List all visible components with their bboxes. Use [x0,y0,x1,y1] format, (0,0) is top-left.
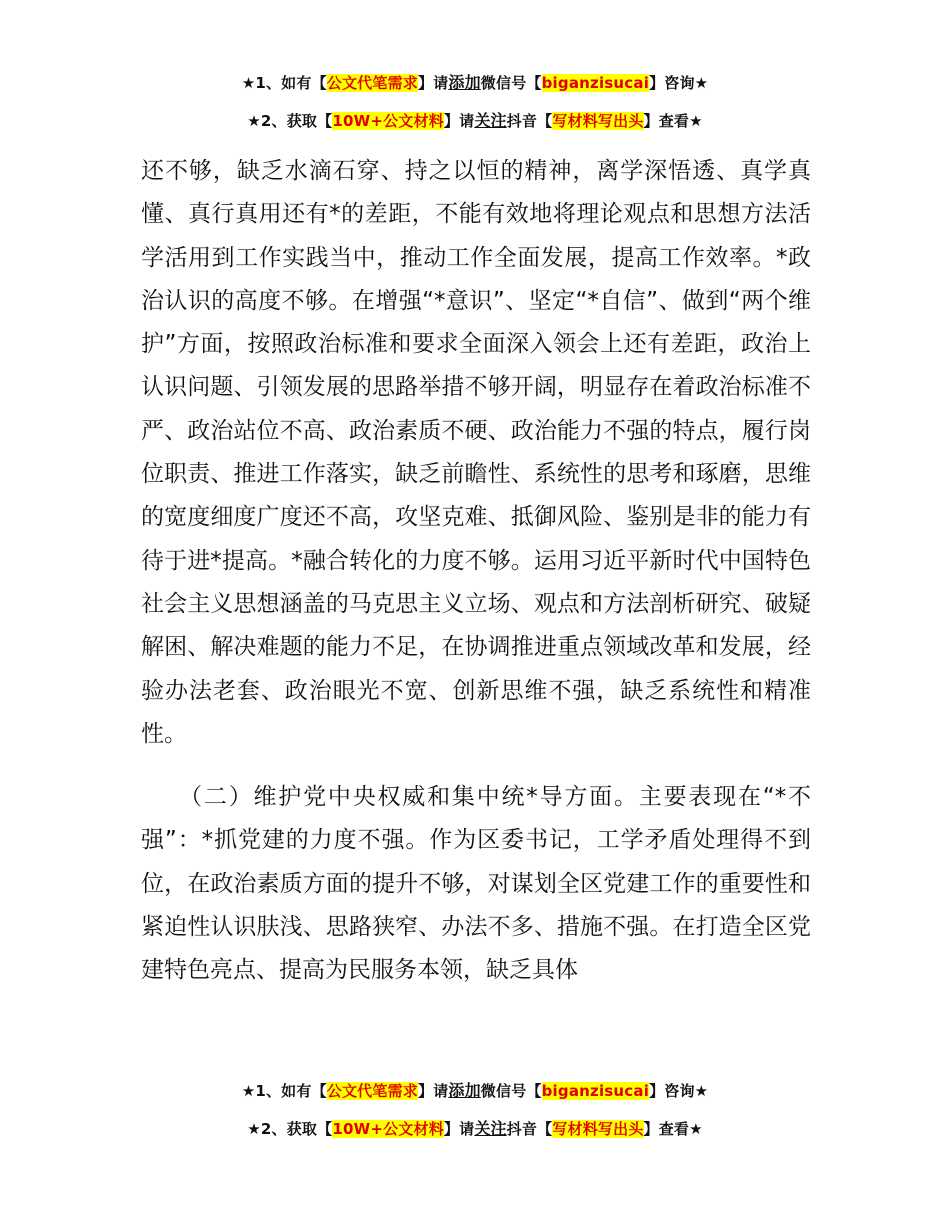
footer-promo-line-1 [0,1078,950,1101]
promo-highlight-douyin: 写材料写出头 [552,1120,644,1138]
header-promo-line-2 [0,108,950,131]
body-paragraph: （二）维护党中央权威和集中统*导方面。主要表现在“*不强”：*抓党建的力度不强。作为区委书记，工学矛盾处理得不到位，在政治素质方面的提升不够，对谋划全区党建工作的重要性和紧迫性认识肤浅、思路狭窄、办法不多、措施不强。在打造全区党建特色亮点、提高为民服务本领，缺乏具体 [141,784,811,984]
promo-text: 微信号【 [480,74,542,92]
promo-suffix: 】查看★ [643,1120,703,1138]
promo-underlined: 关注 [474,111,507,130]
promo-text: 抖音【 [506,1120,553,1138]
promo-prefix: ★2、获取【 [247,112,333,130]
promo-underlined: 添加 [448,73,481,92]
header-promo-line-1 [0,70,950,93]
promo-text: 】请 [443,112,475,130]
promo-underlined: 关注 [474,1119,507,1138]
promo-text: 】请 [443,1120,475,1138]
promo-text: 抖音【 [506,112,553,130]
promo-highlight-service: 公文代笔需求 [326,1082,418,1100]
promo-suffix: 】查看★ [643,112,703,130]
footer-promo-line-2 [0,1116,950,1139]
promo-highlight-douyin: 写材料写出头 [552,112,644,130]
promo-suffix: 】咨询★ [649,1082,709,1100]
promo-suffix: 】咨询★ [649,74,709,92]
promo-highlight-service: 公文代笔需求 [326,74,418,92]
promo-prefix: ★1、如有【 [241,1082,327,1100]
document-body [141,150,811,993]
promo-highlight-wechat-id: biganzisucai [541,1082,650,1100]
promo-prefix: ★2、获取【 [247,1120,333,1138]
promo-highlight-materials: 10W+公文材料 [332,112,444,130]
promo-prefix: ★1、如有【 [241,74,327,92]
body-paragraph: 还不够，缺乏水滴石穿、持之以恒的精神，离学深悟透、真学真懂、真行真用还有*的差距，不能有效地将理论观点和思想方法活学活用到工作实践当中，推动工作全面发展，提高工作效率。*政治认识的高度不够。在增强“*意识”、坚定“*自信”、做到“两个维护”方面，按照政治标准和要求全面深入领会上还有差距，政治上认识问题、引领发展的思路举措不够开阔，明显存在着政治标准不严、政治站位不高、政治素质不硬、政治能力不强的特点，履行岗位职责、推进工作落实，缺乏前瞻性、系统性的思考和琢磨，思维的宽度细度广度还不高，攻坚克难、抵御风险、鉴别是非的能力有待于进*提高。*融合转化的力度不够。运用习近平新时代中国特色社会主义思想涵盖的马克思主义立场、观点和方法剖析研究、破疑解困、解决难题的能力不足，在协调推进重点领域改革和发展，经验办法老套、政治眼光不宽、创新思维不强，缺乏系统性和精准性。 [141,158,811,747]
promo-highlight-materials: 10W+公文材料 [332,1120,444,1138]
promo-text: 】请 [417,74,449,92]
promo-text: 微信号【 [480,1082,542,1100]
promo-underlined: 添加 [448,1081,481,1100]
promo-highlight-wechat-id: biganzisucai [541,74,650,92]
promo-text: 】请 [417,1082,449,1100]
